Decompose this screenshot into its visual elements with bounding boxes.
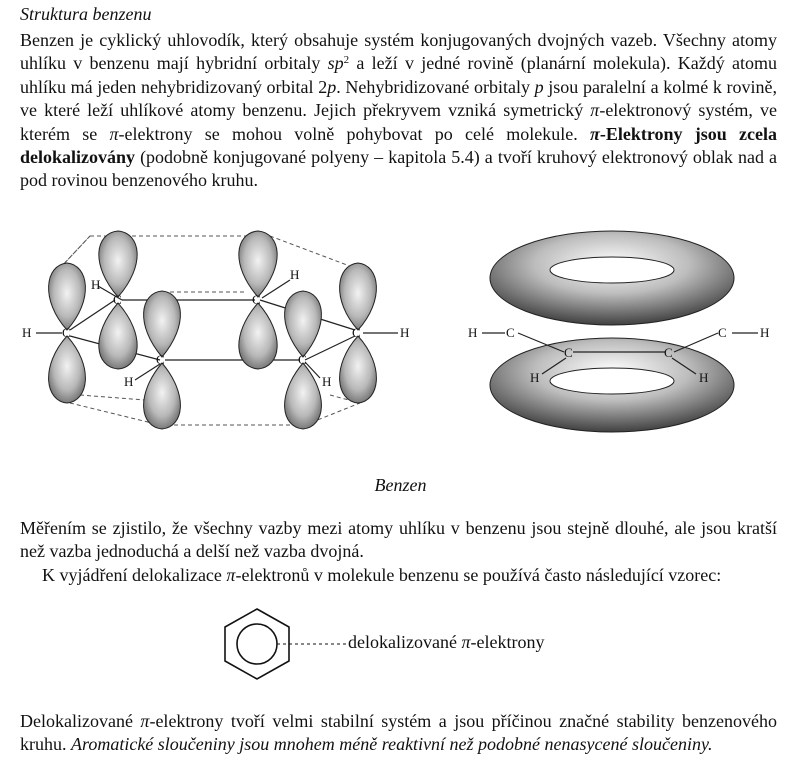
text-run: K vyjádření delokalizace: [42, 564, 227, 585]
text-run: -elektrony se mohou volně pohybovat po celé molekule.: [118, 123, 590, 144]
atom-label-c: C: [252, 292, 261, 307]
text-run: a leží v jedné rovině (planární molekula). Každý atomu uhlíku má jeden nehybridizovaný orbital 2: [20, 53, 777, 97]
text-pi: π: [140, 711, 150, 731]
text-run: -elektrony tvoří velmi stabilní systém a jsou příčinou značné stability benzenového kruhu.: [20, 711, 777, 755]
paragraph-bond-lengths: [20, 517, 777, 587]
p-orbital-diagram: [22, 231, 409, 429]
text-run: . Nehybridizované orbitaly: [336, 76, 535, 97]
atom-label-h: H: [530, 370, 540, 385]
atom-label-c: C: [352, 325, 361, 340]
text-p: p: [534, 76, 544, 97]
text-italic: Aromatické sloučeniny jsou mnohem méně reaktivní než podobné nenasycené sloučeniny.: [71, 734, 713, 755]
p-orbital-lobes: [49, 231, 377, 429]
text-run: (podobně konjugované polyeny – kapitola 5.4) a tvoří kruhový elektronový oblak nad a pod rovinou benzenového kruhu.: [20, 147, 777, 191]
text-p: p: [327, 76, 337, 97]
text-pi: π: [461, 632, 471, 652]
text-run: -elektronů v molekule benzenu se používá často následující vzorec:: [235, 564, 722, 585]
paragraph-stability: [20, 710, 777, 757]
atom-label-h: H: [400, 325, 410, 340]
text-pi-bold: π: [590, 123, 600, 144]
atom-label-c: C: [506, 325, 515, 340]
atom-label-c: C: [113, 292, 122, 307]
section-title: Struktura benzenu: [20, 4, 152, 24]
text-run: -elektronový systém, ve kterém se: [20, 100, 777, 144]
formula-label: [348, 631, 544, 653]
benzene-formula: [215, 606, 350, 680]
atom-label-c: C: [718, 325, 727, 340]
text-indented-line: [20, 564, 777, 587]
text-pi: π: [590, 100, 600, 121]
text-run: delokalizované: [348, 632, 462, 652]
atom-label-c: C: [564, 345, 573, 360]
text-run: Měřením se zjistilo, že všechny vazby mezi atomy uhlíku v benzenu jsou stejně dlouhé, ale jsou kratší než vazba jednoduchá a delší než vazba dvojná.: [20, 518, 777, 562]
benzene-orbital-figure: [0, 225, 801, 470]
text-superscript: 2: [343, 54, 350, 67]
atom-label-h: H: [699, 370, 709, 385]
text-run: Benzen je cyklický uhlovodík, který obsahuje systém konjugovaných dvojných vazeb. Všechny atomy uhlíku v benzenu mají hybridní orbitaly: [20, 30, 777, 74]
atom-label-c: C: [664, 345, 673, 360]
atom-label-h: H: [760, 325, 770, 340]
atom-label-h: H: [290, 267, 300, 282]
text-run: jsou paralelní a kolmé k rovině, ve které leží uhlíkové atomy benzenu. Jejich překryvem vzniká symetrický: [20, 76, 777, 121]
pi-cloud-diagram: [468, 231, 769, 432]
atom-label-c: C: [298, 352, 307, 367]
text-pi: π: [109, 123, 119, 144]
paragraph-benzene-structure: [20, 29, 777, 193]
atom-label-c: C: [62, 325, 71, 340]
atom-label-h: H: [22, 325, 32, 340]
upper-pi-cloud: [490, 231, 734, 325]
atom-label-c: C: [156, 352, 165, 367]
atom-label-h: H: [91, 277, 101, 292]
figure-caption: Benzen: [374, 475, 427, 495]
delocalized-circle: [237, 624, 277, 664]
atom-label-h: H: [124, 374, 134, 389]
text-sp: sp: [327, 53, 344, 74]
atom-label-h: H: [468, 325, 478, 340]
text-run: -elektrony: [470, 632, 545, 652]
text-bold: -Elektrony jsou zcela delokalizovány: [20, 123, 777, 168]
text-pi: π: [226, 564, 236, 585]
atom-label-h: H: [322, 374, 332, 389]
text-run: Delokalizované: [20, 711, 141, 731]
